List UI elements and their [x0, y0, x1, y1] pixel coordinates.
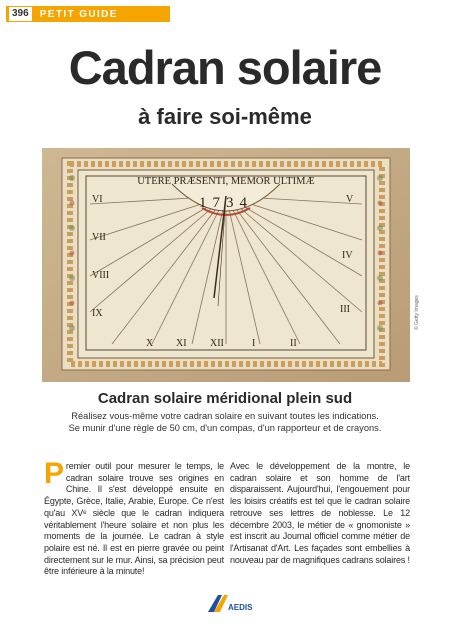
sundial-illustration: [42, 148, 410, 382]
publisher-logo: [204, 592, 253, 614]
body-column-left: [44, 457, 224, 578]
drop-cap: P: [44, 457, 64, 490]
page-number: 396: [8, 6, 33, 22]
sundial-year: 1734: [199, 195, 253, 211]
numeral-bottom: II: [290, 338, 297, 349]
sundial-photo: [42, 148, 410, 382]
section-header: [6, 6, 170, 22]
caption-line: Se munir d'une règle de 50 cm, d'un compas, d'un rapporteur et de crayons.: [68, 423, 382, 433]
photo-credit: © Getty Images: [414, 295, 420, 330]
numeral-left: IX: [92, 308, 103, 319]
numeral-left: VIII: [92, 270, 110, 281]
body-column-right: Avec le développement de la montre, le cadran solaire et son homme de l'art disparaissent. Aujourd'hui, l'engouement pour les loisirs créatifs est tel que le cadran solaire retrouve ses lettres de noblesse. Le 12 décembre 2003, le métier de « gnomoniste » est inscrit au Journal officiel comme métier de l'Artisanat d'Art. Les façades sont embellies à nouveau par de magnifiques cadrans solaires !: [230, 461, 410, 565]
numeral-right: V: [346, 194, 354, 205]
numeral-right: III: [340, 304, 350, 315]
numeral-right: IV: [342, 250, 353, 261]
caption-line: Réalisez vous-même votre cadran solaire en suivant toutes les indications.: [71, 411, 379, 421]
numeral-bottom: I: [252, 338, 256, 349]
numeral-left: VII: [92, 232, 106, 243]
numeral-bottom: X: [146, 338, 154, 349]
page-title: Cadran solaire: [68, 41, 382, 94]
section-label: PETIT GUIDE: [39, 8, 118, 20]
numeral-left: VI: [92, 194, 103, 205]
logo-text: AEDIS: [228, 603, 253, 612]
numeral-bottom: XI: [176, 338, 187, 349]
page-subtitle: à faire soi-même: [138, 104, 312, 129]
numeral-bottom: XII: [210, 338, 224, 349]
caption-title: Cadran solaire méridional plein sud: [97, 390, 353, 407]
body-text-left: remier outil pour mesurer le temps, le cadran solaire trouve ses origines en Chine. Il s'est développé ensuite en Égypte, Grèce, Italie, Arabie, Europe. Ce n'est qu'au XVᵉ siècle que le cadran indiquera véritablement l'heure solaire et non plus les moments de la journée. Le cadran à style polaire est né. Il est en pierre gravée ou peint directement sur le mur. Ainsi, sa précision peut être inférieure à la minute!: [44, 461, 224, 577]
aedis-logo-icon: [204, 592, 253, 614]
sundial-inscription: UTERE PRÆSENTI, MEMOR ULTIMÆ: [137, 176, 315, 187]
caption-text: [30, 410, 420, 434]
